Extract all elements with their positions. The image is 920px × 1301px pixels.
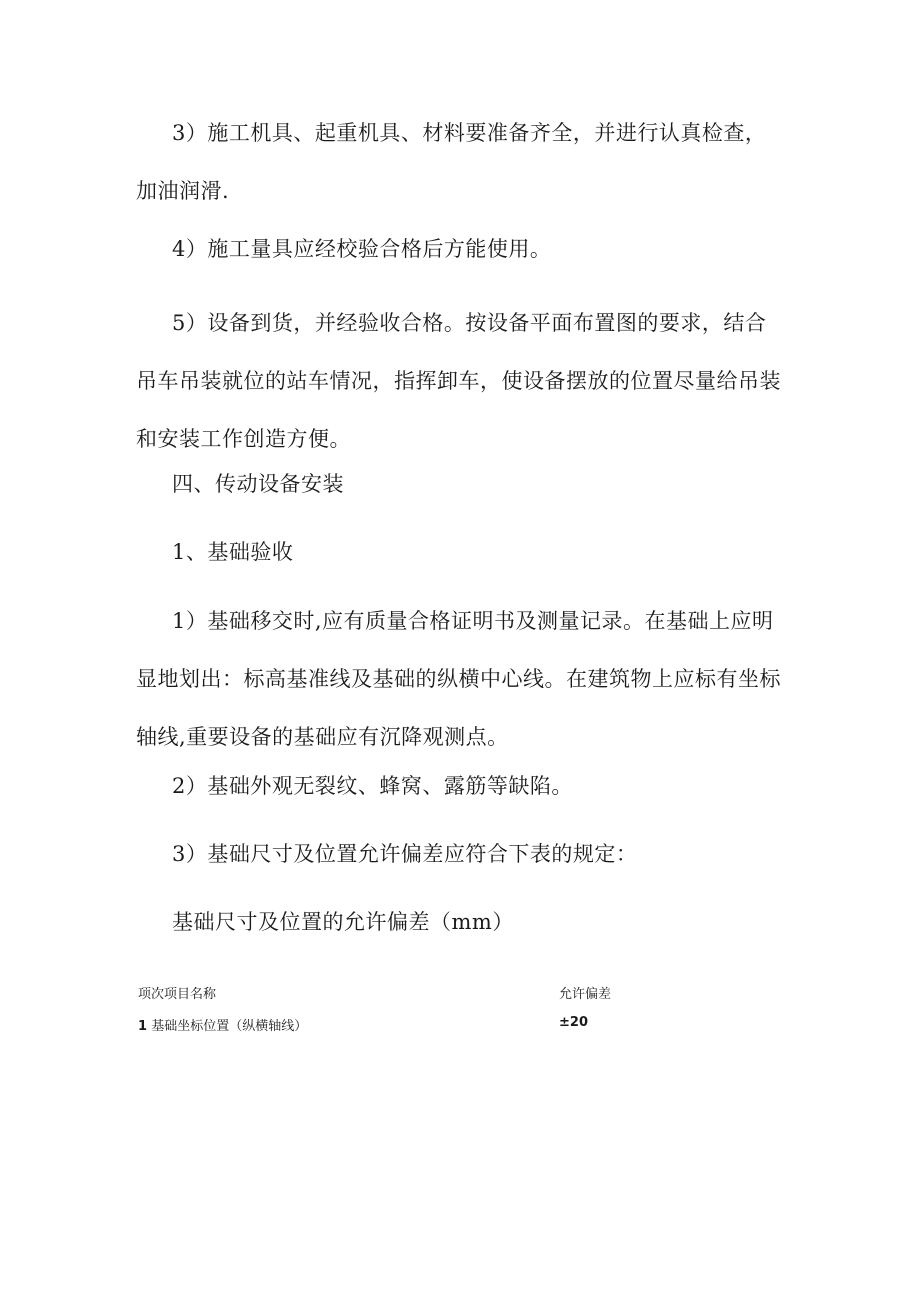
section-heading-transmission-equipment: 四、传动设备安装 [172, 472, 344, 496]
table-row [138, 1015, 698, 1047]
paragraph-foundation-appearance: 2）基础外观无裂纹、蜂窝、露筋等缺陷。 [172, 774, 573, 798]
paragraph-equipment-arrival: 5）设备到货，并经验收合格。按设备平面布置图的要求，结合吊车吊装就位的站车情况，指挥卸车，使设备摆放的位置尽量给吊装和安装工作创造方便。 [136, 311, 781, 451]
paragraph-foundation-tolerance: 3）基础尺寸及位置允许偏差应符合下表的规定： [172, 842, 638, 866]
row-number: 1 [138, 1019, 148, 1034]
row-name: 基础坐标位置（纵横轴线） [151, 1019, 308, 1034]
table-caption: 基础尺寸及位置的允许偏差（mm） [172, 910, 514, 934]
header-item-name: 项次项目名称 [138, 987, 217, 1002]
header-deviation: 允许偏差 [559, 987, 612, 1002]
paragraph-measuring-tools: 4）施工量具应经校验合格后方能使用。 [172, 237, 552, 261]
paragraph-foundation-handover: 1）基础移交时,应有质量合格证明书及测量记录。在基础上应明显地划出：标高基准线及基础的纵横中心线。在建筑物上应标有坐标轴线,重要设备的基础应有沉降观测点。 [136, 609, 781, 749]
subsection-heading-foundation-acceptance: 1、基础验收 [172, 540, 294, 564]
row-item [138, 1015, 307, 1034]
paragraph-tools-preparation: 3）施工机具、起重机具、材料要准备齐全，并进行认真检查，加油润滑. [136, 121, 767, 203]
table-header-row [138, 983, 698, 1015]
row-deviation: ±20 [559, 1015, 588, 1030]
tolerance-table [138, 983, 698, 1047]
